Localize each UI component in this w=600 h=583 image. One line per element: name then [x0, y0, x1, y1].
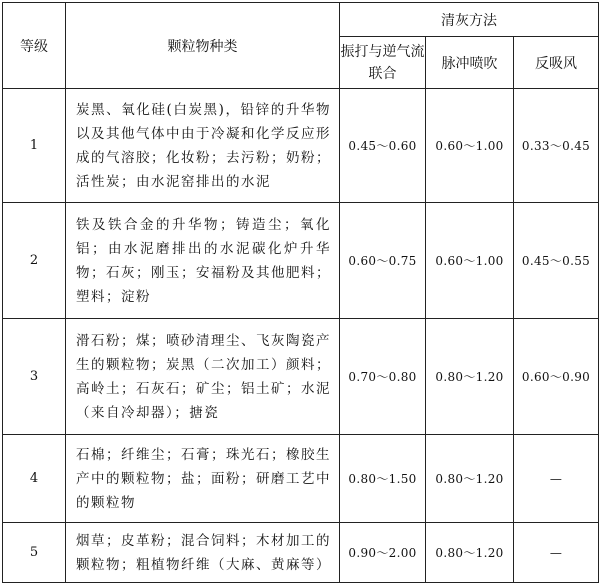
value-cell: 0.60～1.00	[426, 89, 514, 203]
value-cell: 0.90～2.00	[340, 523, 426, 583]
value-cell: 0.80～1.20	[426, 435, 514, 523]
table-row	[3, 435, 599, 523]
value-cell: 0.80～1.20	[426, 523, 514, 583]
header-method-pulse-jet: 脉冲喷吹	[426, 37, 514, 89]
grade-cell: 4	[3, 435, 66, 523]
header-particle-kind: 颗粒物种类	[66, 3, 340, 89]
grade-cell: 1	[3, 89, 66, 203]
particle-kind-cell: 石棉；纤维尘；石膏；珠光石；橡胶生产中的颗粒物；盐；面粉；研磨工艺中的颗粒物	[66, 435, 340, 523]
header-cleaning-method: 清灰方法	[340, 3, 599, 37]
particle-kind-cell: 铁及铁合金的升华物；铸造尘；氧化铝；由水泥磨排出的水泥碳化炉升华物；石灰；刚玉；安福粉及其他肥料；塑料；淀粉	[66, 203, 340, 319]
table-row	[3, 523, 599, 583]
particle-kind-cell: 滑石粉；煤；喷砂清理尘、飞灰陶瓷产生的颗粒物；炭黑（二次加工）颜料；高岭土；石灰石；矿尘；铝土矿；水泥（来自冷却器）；搪瓷	[66, 319, 340, 435]
value-cell: 0.60～1.00	[426, 203, 514, 319]
particle-kind-cell: 炭黑、氧化硅(白炭黑)，铅锌的升华物以及其他气体中由于冷凝和化学反应形成的气溶胶；化妆粉；去污粉；奶粉；活性炭；由水泥窑排出的水泥	[66, 89, 340, 203]
value-cell: —	[514, 435, 599, 523]
header-method-reverse-suction: 反吸风	[514, 37, 599, 89]
value-cell: 0.45～0.55	[514, 203, 599, 319]
value-cell: 0.70～0.80	[340, 319, 426, 435]
grade-cell: 5	[3, 523, 66, 583]
grade-cell: 3	[3, 319, 66, 435]
table-row	[3, 203, 599, 319]
value-cell: 0.33～0.45	[514, 89, 599, 203]
table-row	[3, 319, 599, 435]
value-cell: 0.45～0.60	[340, 89, 426, 203]
table-row	[3, 89, 599, 203]
value-cell: 0.80～1.20	[426, 319, 514, 435]
value-cell: —	[514, 523, 599, 583]
grade-cell: 2	[3, 203, 66, 319]
cleaning-method-table	[2, 2, 599, 583]
header-grade: 等级	[3, 3, 66, 89]
value-cell: 0.60～0.90	[514, 319, 599, 435]
value-cell: 0.80～1.50	[340, 435, 426, 523]
value-cell: 0.60～0.75	[340, 203, 426, 319]
particle-kind-cell: 烟草；皮革粉；混合饲料；木材加工的颗粒物；粗植物纤维（大麻、黄麻等）	[66, 523, 340, 583]
header-method-shake-reverse-air: 振打与逆气流联合	[340, 37, 426, 89]
